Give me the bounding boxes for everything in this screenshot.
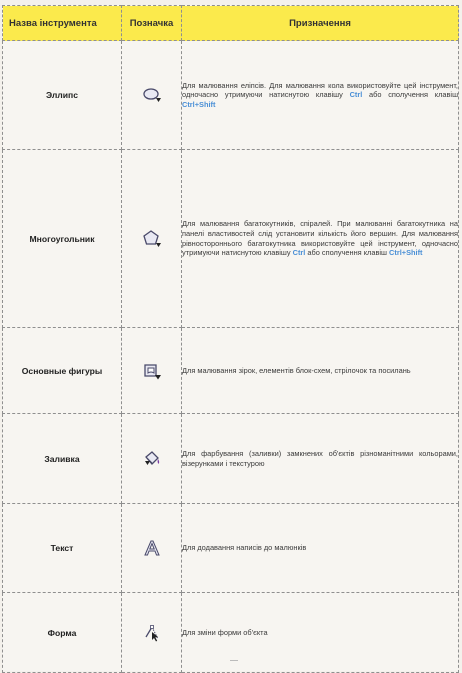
tool-name: Форма xyxy=(3,593,122,673)
tool-name: Многоугольник xyxy=(3,150,122,328)
header-purpose: Призначення xyxy=(182,6,459,41)
ctrl-key-label: Ctrl xyxy=(292,248,306,258)
fill-bucket-tool-icon xyxy=(142,449,162,469)
table-row xyxy=(3,504,459,593)
table-row xyxy=(3,328,459,414)
ctrl-shift-key-label: Ctrl+Shift xyxy=(182,99,216,109)
tool-name: Основные фигуры xyxy=(3,328,122,414)
tool-description: Для малювання еліпсів. Для малювання кола використовуйте цей інструмент, одночасно утримуючи натиснутою клавішу Ctrl або сполучення клавіш Ctrl+Shift xyxy=(182,41,459,150)
ctrl-key-label: Ctrl xyxy=(349,90,363,100)
basic-shapes-tool-icon xyxy=(142,361,162,381)
table-row xyxy=(3,41,459,150)
tool-name: Заливка xyxy=(3,414,122,504)
tool-description: Для фарбування (заливки) замкнених об'єктів різноманітними кольорами, візерунками і текстурою xyxy=(182,414,459,504)
scan-mark xyxy=(230,660,238,661)
polygon-tool-icon xyxy=(142,229,162,249)
tool-description: Для малювання зірок, елементів блок-схем, стрілочок та посилань xyxy=(182,328,459,414)
tool-description: Для зміни форми об'єкта xyxy=(182,593,459,673)
tool-name: Эллипс xyxy=(3,41,122,150)
table-header-row xyxy=(3,6,459,41)
header-tool-name: Назва інструмента xyxy=(3,6,122,41)
tools-table xyxy=(2,5,459,673)
tool-description: Для малювання багатокутників, спіралей. При малюванні багатокутника на панелі властивостей слід установити кількість його вершин. Для малювання рівностороннього багатокутника використовуйте цей інструмент, одночасно утримуючи натиснутою клавішу Ctrl або сполучення клавіш Ctrl+Shift xyxy=(182,150,459,328)
ellipse-tool-icon xyxy=(142,85,162,105)
tool-name: Текст xyxy=(3,504,122,593)
text-tool-icon xyxy=(142,538,162,558)
document-page xyxy=(2,5,458,671)
tool-description: Для додавання написів до малюнків xyxy=(182,504,459,593)
header-symbol: Позначка xyxy=(122,6,182,41)
table-row xyxy=(3,150,459,328)
table-row xyxy=(3,414,459,504)
ctrl-shift-key-label: Ctrl+Shift xyxy=(389,248,423,258)
shape-edit-tool-icon xyxy=(142,623,162,643)
